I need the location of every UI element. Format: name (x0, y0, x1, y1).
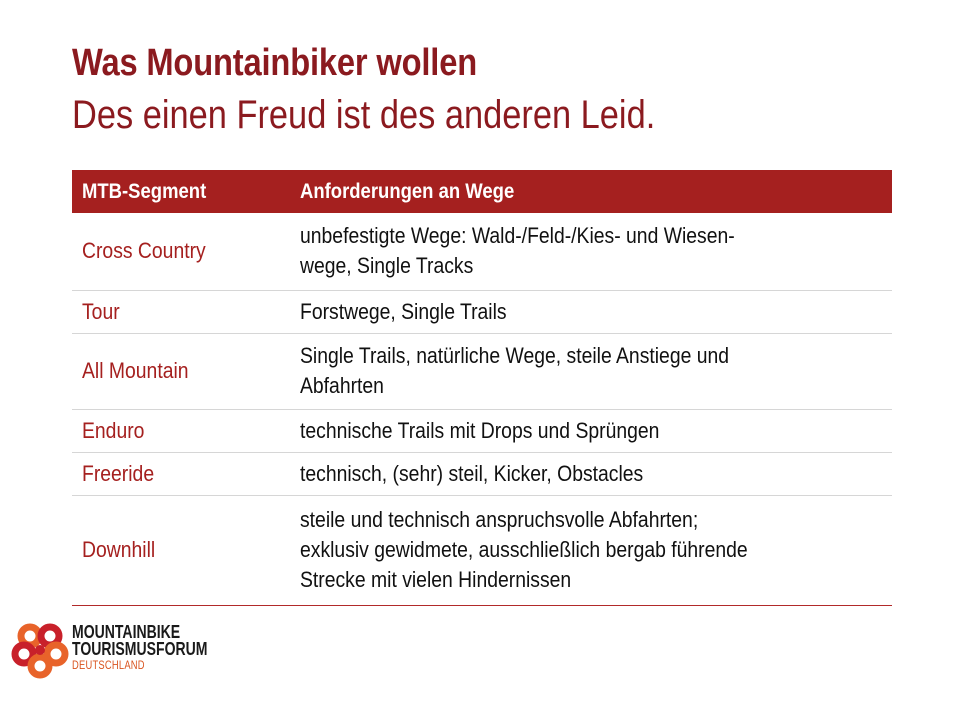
header-requirements: Anforderungen an Wege (300, 170, 892, 213)
requirements-cell: technische Trails mit Drops und Sprüngen (300, 409, 892, 452)
requirements-cell: unbefestigte Wege: Wald-/Feld-/Kies- und Wiesen- wege, Single Tracks (300, 213, 892, 290)
slide-title: Was Mountainbiker wollen (72, 42, 478, 84)
table-header-row (72, 170, 892, 213)
segment-cell: All Mountain (72, 333, 300, 409)
table-row (72, 333, 892, 409)
segment-cell: Enduro (72, 409, 300, 452)
table-row (72, 452, 892, 495)
segment-cell: Cross Country (72, 213, 300, 290)
requirements-cell: steile und technisch anspruchsvolle Abfahrten; exklusiv gewidmete, ausschließlich bergab führende Strecke mit vielen Hindernissen (300, 495, 892, 605)
logo-wordmark (72, 624, 207, 672)
table-row (72, 290, 892, 333)
logo-line-1: MOUNTAINBIKE (72, 622, 181, 642)
requirements-cell: Forstwege, Single Trails (300, 290, 892, 333)
table-row (72, 213, 892, 290)
requirements-cell: Single Trails, natürliche Wege, steile Anstiege und Abfahrten (300, 333, 892, 409)
logo-line-2: TOURISMUSFORUM (72, 639, 208, 659)
table-row (72, 409, 892, 452)
segment-table (72, 170, 892, 606)
logo-line-3: DEUTSCHLAND (72, 658, 145, 672)
header-segment: MTB-Segment (72, 170, 300, 213)
segment-cell: Downhill (72, 495, 300, 605)
requirements-cell: technisch, (sehr) steil, Kicker, Obstacles (300, 452, 892, 495)
segment-cell: Freeride (72, 452, 300, 495)
segment-cell: Tour (72, 290, 300, 333)
table-row (72, 495, 892, 605)
slide-subtitle: Des einen Freud ist des anderen Leid. (72, 93, 656, 137)
chain-link-icon (10, 620, 70, 680)
